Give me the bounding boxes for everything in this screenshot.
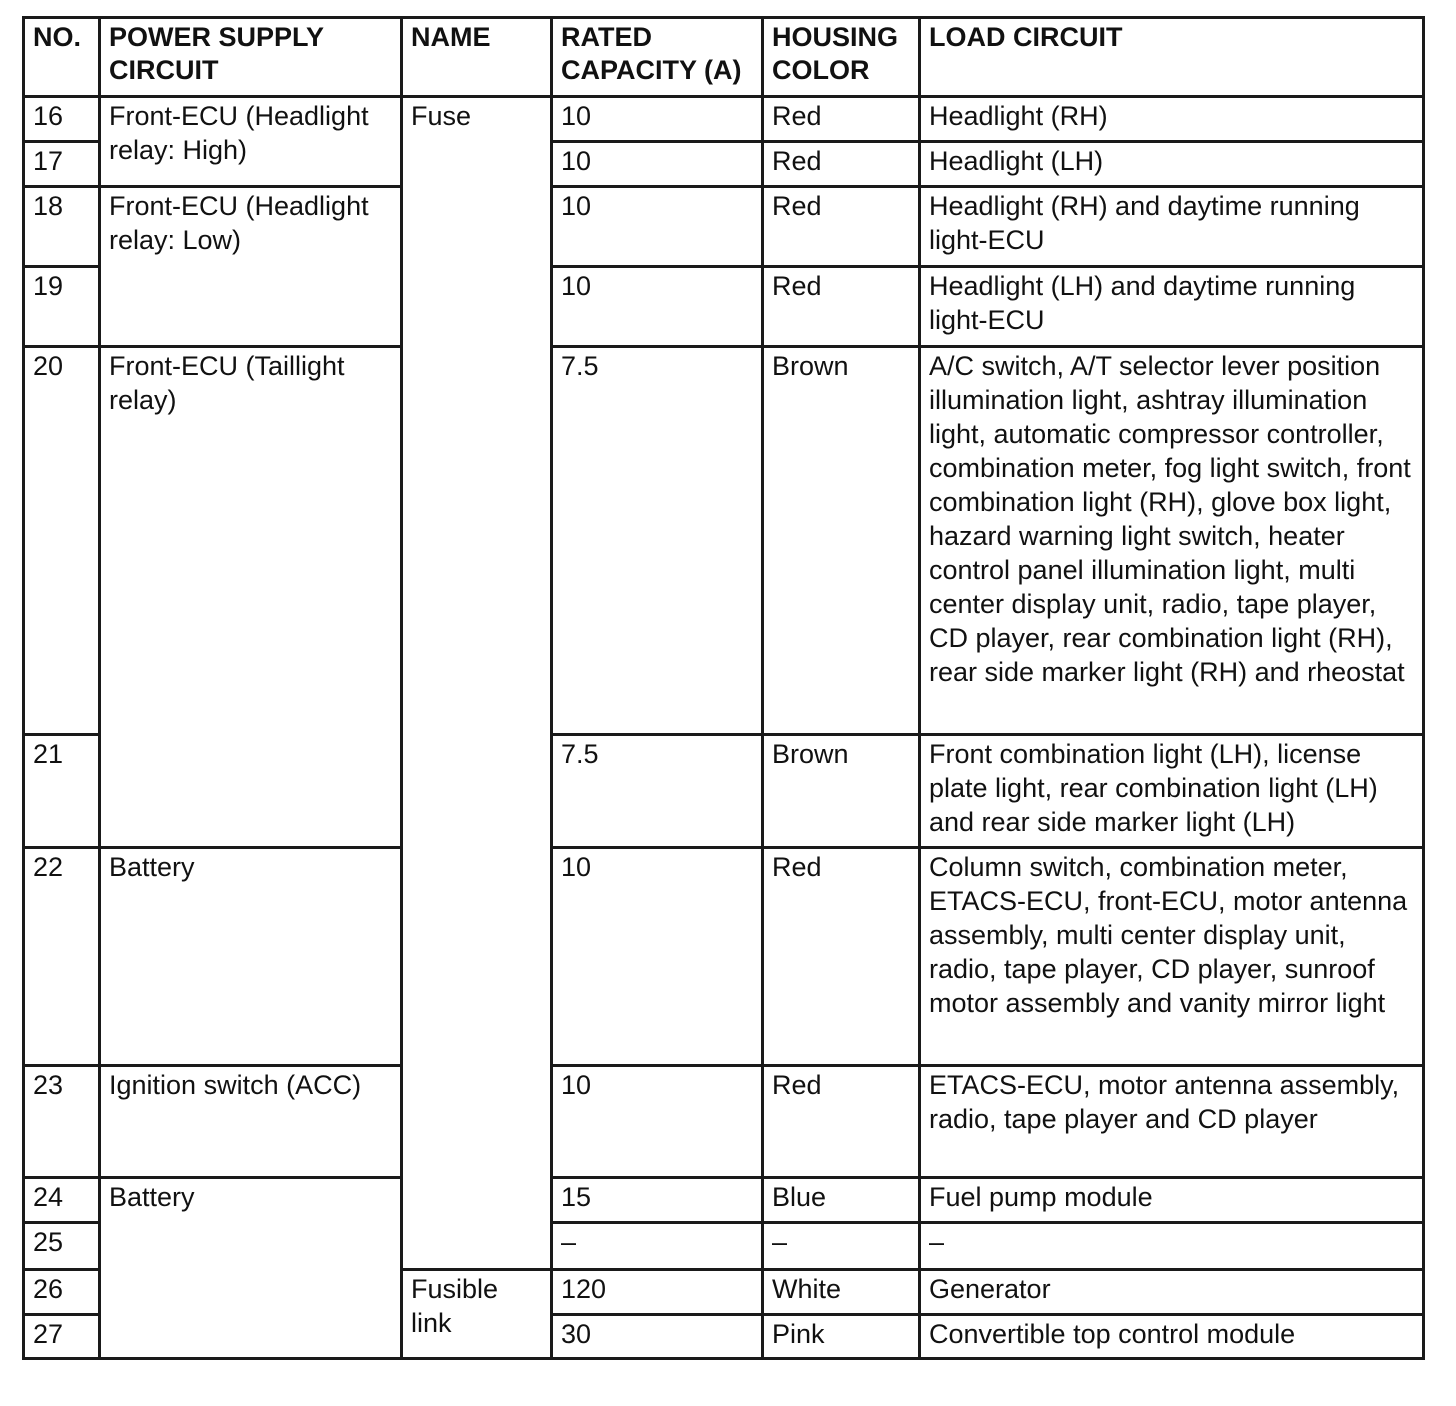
cell-power-supply: Front-ECU (Headlight relay: Low) [100,187,402,347]
cell-load: Headlight (RH) [920,97,1424,142]
cell-color: Pink [763,1315,920,1359]
header-housing-color: HOUSING COLOR [763,18,920,97]
cell-power-supply: Ignition switch (ACC) [100,1066,402,1178]
cell-color: Brown [763,347,920,735]
cell-capacity: 10 [552,267,763,347]
cell-load: ETACS-ECU, motor antenna assembly, radio, tape player and CD player [920,1066,1424,1178]
header-no: NO. [24,18,100,97]
table-row [24,1178,1424,1223]
cell-capacity: 10 [552,97,763,142]
cell-load: Column switch, combination meter, ETACS-ECU, front-ECU, motor antenna assembly, multi center display unit, radio, tape player, CD player, sunroof motor assembly and vanity mirror light [920,848,1424,1066]
cell-load: – [920,1223,1424,1270]
cell-capacity: 7.5 [552,347,763,735]
fuse-table [22,16,1425,1360]
header-load-circuit: LOAD CIRCUIT [920,18,1424,97]
cell-no: 23 [24,1066,100,1178]
cell-no: 18 [24,187,100,267]
cell-color: Red [763,848,920,1066]
cell-color: Red [763,97,920,142]
cell-load: Headlight (LH) [920,142,1424,187]
cell-color: Blue [763,1178,920,1223]
cell-capacity: 10 [552,187,763,267]
cell-capacity: 120 [552,1270,763,1315]
fuse-table-container [22,16,1422,1360]
cell-no: 24 [24,1178,100,1223]
cell-power-supply: Battery [100,848,402,1066]
cell-load: Headlight (RH) and daytime running light-ECU [920,187,1424,267]
cell-no: 21 [24,735,100,848]
cell-power-supply: Front-ECU (Taillight relay) [100,347,402,848]
header-power-supply-circuit: POWER SUPPLY CIRCUIT [100,18,402,97]
cell-capacity: – [552,1223,763,1270]
cell-color: White [763,1270,920,1315]
cell-load: Convertible top control module [920,1315,1424,1359]
cell-color: Red [763,187,920,267]
cell-power-supply: Front-ECU (Headlight relay: High) [100,97,402,187]
table-row [24,347,1424,735]
cell-no: 27 [24,1315,100,1359]
cell-capacity: 30 [552,1315,763,1359]
cell-no: 22 [24,848,100,1066]
cell-no: 26 [24,1270,100,1315]
cell-color: Red [763,1066,920,1178]
table-row [24,187,1424,267]
cell-no: 19 [24,267,100,347]
cell-capacity: 10 [552,1066,763,1178]
cell-color: Red [763,142,920,187]
cell-no: 17 [24,142,100,187]
cell-load: A/C switch, A/T selector lever position illumination light, ashtray illumination light, automatic compressor controller, combination meter, fog light switch, front combination light (RH), glove box light, hazard warning light switch, heater control panel illumination light, multi center display unit, radio, tape player, CD player, rear combination light (RH), rear side marker light (RH) and rheostat [920,347,1424,735]
table-row [24,97,1424,142]
cell-color: Red [763,267,920,347]
cell-power-supply: Battery [100,1178,402,1359]
cell-capacity: 10 [552,848,763,1066]
cell-no: 16 [24,97,100,142]
cell-load: Headlight (LH) and daytime running light-ECU [920,267,1424,347]
cell-color: – [763,1223,920,1270]
cell-load: Generator [920,1270,1424,1315]
cell-name: Fusible link [402,1270,552,1359]
cell-no: 25 [24,1223,100,1270]
header-name: NAME [402,18,552,97]
cell-load: Front combination light (LH), license plate light, rear combination light (LH) and rear side marker light (LH) [920,735,1424,848]
table-row [24,848,1424,1066]
table-row [24,1066,1424,1178]
cell-capacity: 15 [552,1178,763,1223]
cell-no: 20 [24,347,100,735]
cell-load: Fuel pump module [920,1178,1424,1223]
header-row [24,18,1424,97]
cell-capacity: 10 [552,142,763,187]
cell-capacity: 7.5 [552,735,763,848]
cell-color: Brown [763,735,920,848]
cell-name: Fuse [402,97,552,1270]
header-rated-capacity: RATED CAPACITY (A) [552,18,763,97]
